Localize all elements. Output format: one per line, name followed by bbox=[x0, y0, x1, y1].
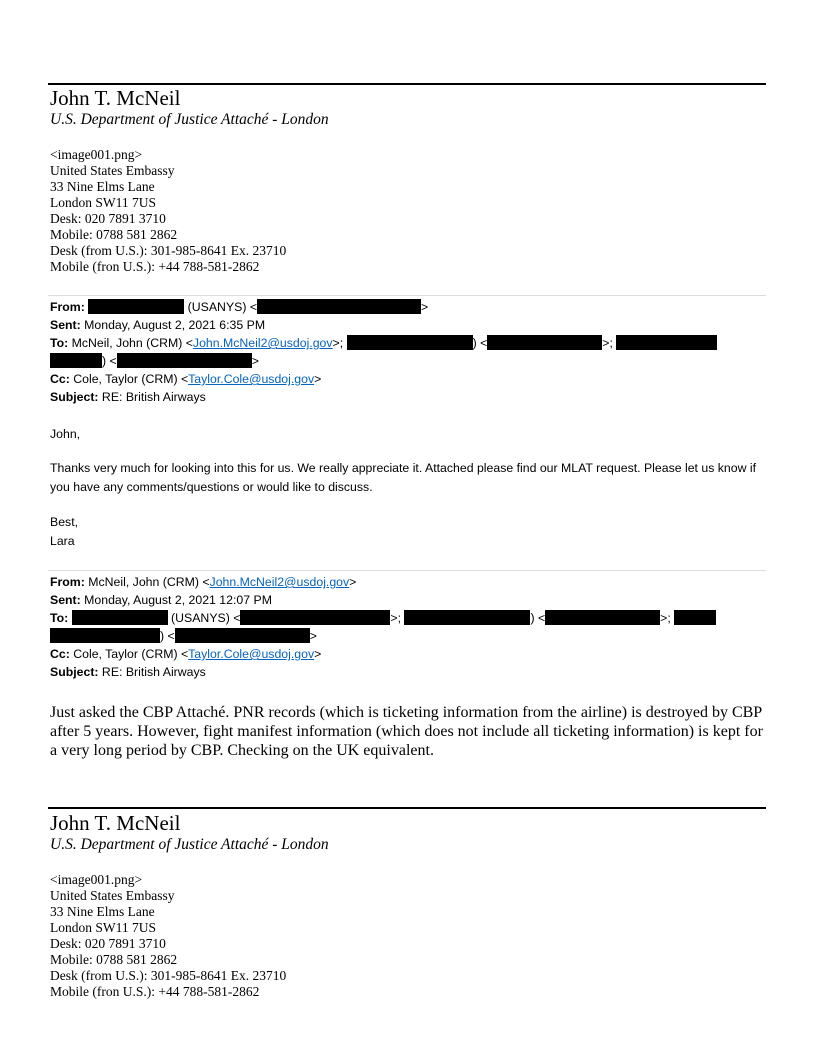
sig-line: Desk: 020 7891 3710 bbox=[50, 936, 166, 951]
redaction bbox=[72, 610, 168, 625]
cc-email-link[interactable]: Taylor.Cole@usdoj.gov bbox=[188, 647, 315, 661]
redaction bbox=[545, 610, 660, 625]
sig-line: 33 Nine Elms Lane bbox=[50, 904, 155, 919]
email1-body: Thanks very much for looking into this for us. We really appreciate it. Attached please find our MLAT request. Please let us know if you have any comments/questions or would like to discuss. bbox=[50, 461, 757, 494]
signature-name: John T. McNeil bbox=[50, 86, 181, 110]
punct: > bbox=[421, 300, 429, 314]
from-email-link[interactable]: John.McNeil2@usdoj.gov bbox=[209, 575, 350, 589]
redaction bbox=[240, 610, 390, 625]
from-org: (USANYS) < bbox=[184, 300, 258, 314]
email1-header bbox=[50, 298, 717, 406]
sig-line: Mobile: 0788 581 2862 bbox=[50, 952, 178, 967]
sig-line: 33 Nine Elms Lane bbox=[50, 179, 155, 194]
from-label: From: bbox=[50, 300, 85, 314]
signature-name: John T. McNeil bbox=[50, 811, 181, 835]
punct: > bbox=[349, 575, 357, 589]
signature-block bbox=[50, 872, 286, 1000]
cc-name: Cole, Taylor (CRM) < bbox=[69, 372, 189, 386]
sent-label: Sent: bbox=[50, 318, 81, 332]
signature-rule bbox=[48, 83, 766, 85]
email1-greeting: John, bbox=[50, 427, 81, 441]
email-divider bbox=[48, 570, 766, 571]
redaction bbox=[88, 299, 184, 314]
to-email-link[interactable]: John.McNeil2@usdoj.gov bbox=[192, 336, 333, 350]
email2-body: Just asked the CBP Attaché. PNR records (which is ticketing information from the airline) is destroyed by CBP after 5 years. However, fight manifest information (which does not include all ticketing information) is kept for a very long period by CBP. Checking on the UK equivalent. bbox=[50, 704, 763, 759]
email-divider bbox=[48, 295, 766, 296]
punct: > bbox=[314, 647, 322, 661]
punct: > bbox=[251, 354, 259, 368]
punct: > bbox=[309, 629, 317, 643]
sig-line: Desk (from U.S.): 301-985-8641 Ex. 23710 bbox=[50, 968, 287, 983]
sent-label: Sent: bbox=[50, 593, 81, 607]
sent-value: Monday, August 2, 2021 12:07 PM bbox=[80, 593, 272, 607]
to-label: To: bbox=[50, 611, 69, 625]
redaction bbox=[257, 299, 421, 314]
punct: > bbox=[314, 372, 322, 386]
subject-value: RE: British Airways bbox=[98, 390, 206, 404]
sig-line: Mobile: 0788 581 2862 bbox=[50, 227, 178, 242]
punct: >; bbox=[332, 336, 347, 350]
subject-label: Subject: bbox=[50, 665, 99, 679]
sig-line: <image001.png> bbox=[50, 872, 143, 887]
from-name: McNeil, John (CRM) < bbox=[84, 575, 210, 589]
sig-line: United States Embassy bbox=[50, 163, 175, 178]
subject-label: Subject: bbox=[50, 390, 99, 404]
to-name: McNeil, John (CRM) < bbox=[68, 336, 193, 350]
sig-line: London SW11 7US bbox=[50, 920, 157, 935]
cc-name: Cole, Taylor (CRM) < bbox=[69, 647, 189, 661]
cc-label: Cc: bbox=[50, 647, 70, 661]
email2-header bbox=[50, 573, 716, 681]
signature-block bbox=[50, 147, 286, 275]
sig-line: London SW11 7US bbox=[50, 195, 157, 210]
redaction bbox=[50, 353, 102, 368]
signature-title: U.S. Department of Justice Attaché - London bbox=[50, 836, 329, 853]
punct: >; bbox=[660, 611, 675, 625]
subject-value: RE: British Airways bbox=[98, 665, 206, 679]
sig-line: Desk: 020 7891 3710 bbox=[50, 211, 166, 226]
to-org: (USANYS) < bbox=[167, 611, 241, 625]
redaction bbox=[50, 628, 160, 643]
signature-title: U.S. Department of Justice Attaché - London bbox=[50, 111, 329, 128]
punct: ) < bbox=[160, 629, 175, 643]
redaction bbox=[404, 610, 530, 625]
sig-line: United States Embassy bbox=[50, 888, 175, 903]
punct: ) < bbox=[530, 611, 546, 625]
sent-value: Monday, August 2, 2021 6:35 PM bbox=[80, 318, 266, 332]
email1-closing: Best, bbox=[50, 515, 79, 529]
sig-line: Mobile (fron U.S.): +44 788-581-2862 bbox=[50, 984, 260, 999]
redaction bbox=[347, 335, 473, 350]
redaction bbox=[674, 610, 716, 625]
signature-rule bbox=[48, 807, 766, 809]
from-label: From: bbox=[50, 575, 85, 589]
sig-line: <image001.png> bbox=[50, 147, 143, 162]
to-label: To: bbox=[50, 336, 69, 350]
email1-signoff: Lara bbox=[50, 534, 75, 548]
cc-email-link[interactable]: Taylor.Cole@usdoj.gov bbox=[188, 372, 315, 386]
sig-line: Mobile (fron U.S.): +44 788-581-2862 bbox=[50, 259, 260, 274]
punct: >; bbox=[602, 336, 617, 350]
punct: ) < bbox=[102, 354, 117, 368]
redaction bbox=[175, 628, 310, 643]
cc-label: Cc: bbox=[50, 372, 70, 386]
redaction bbox=[487, 335, 602, 350]
redaction bbox=[616, 335, 717, 350]
sig-line: Desk (from U.S.): 301-985-8641 Ex. 23710 bbox=[50, 243, 287, 258]
punct: >; bbox=[390, 611, 405, 625]
redaction bbox=[117, 353, 252, 368]
punct: ) < bbox=[472, 336, 488, 350]
